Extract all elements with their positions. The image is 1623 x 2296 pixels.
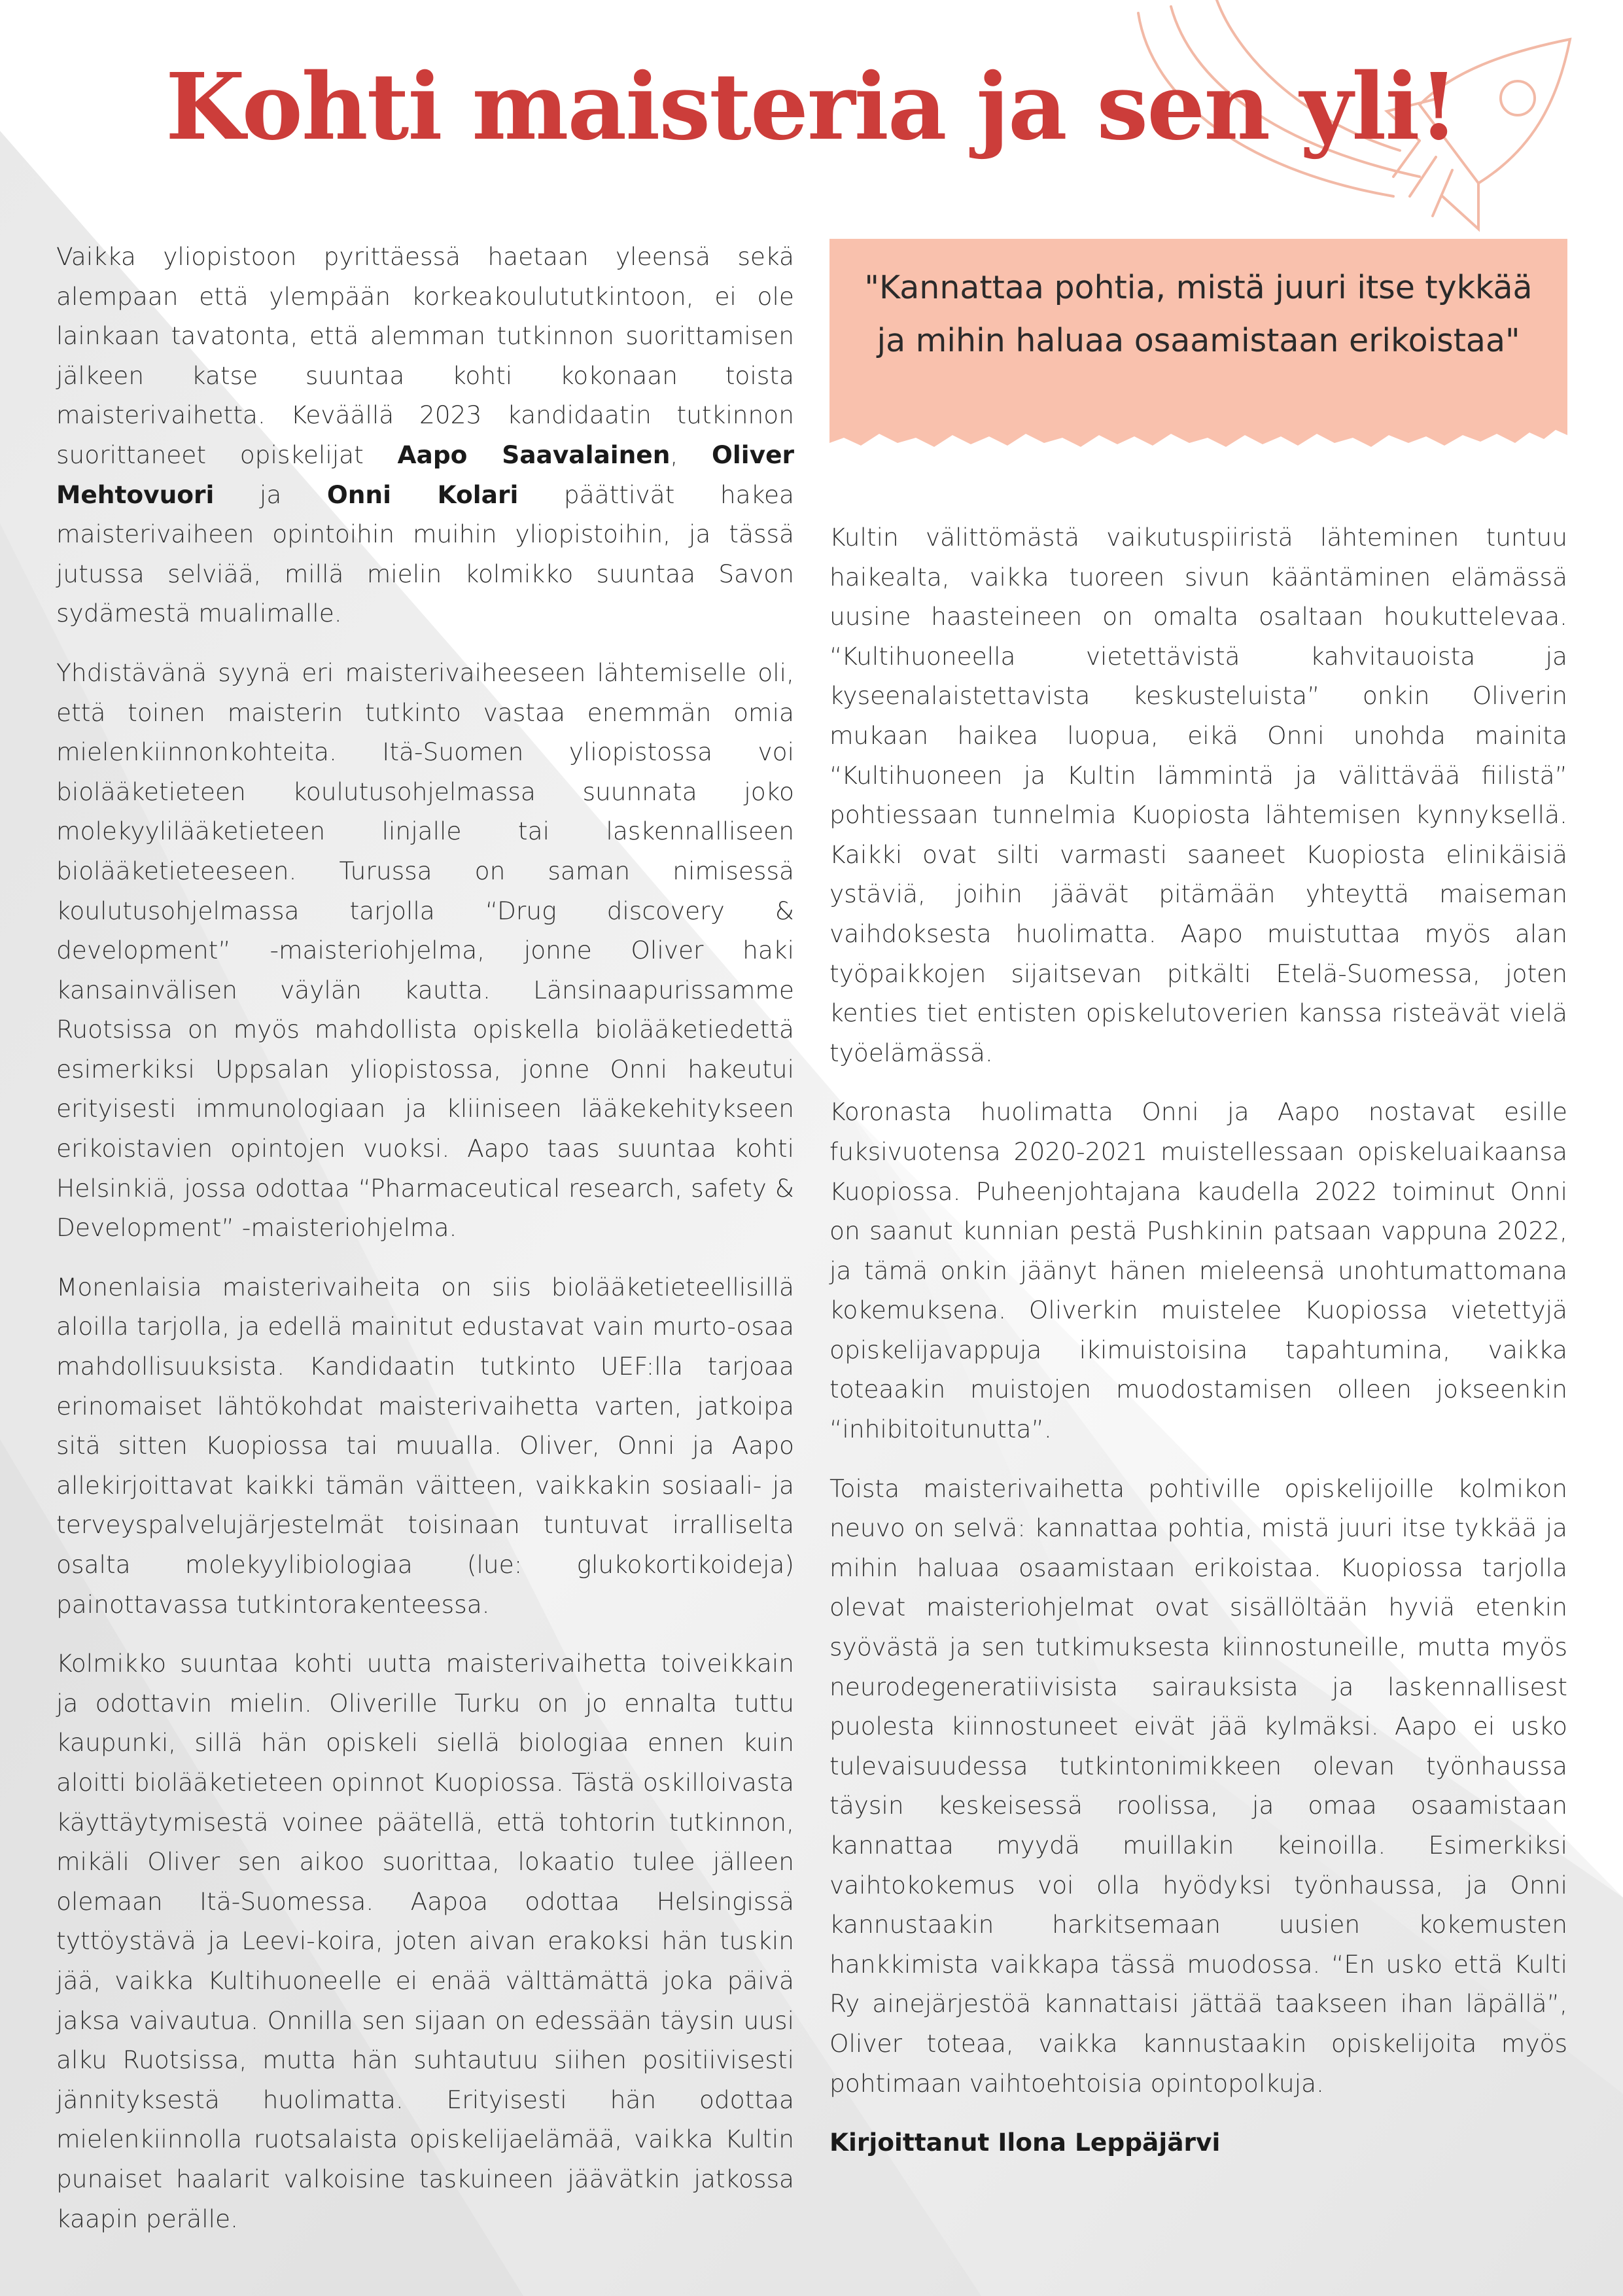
paragraph-7: Toista maisterivaihetta pohtiville opiskelijoille kolmikon neuvo on selvä: kannattaa pohtia, mistä juuri itse tykkää ja mihin haluaa osaamistaan erikoistaa. Kuopiossa tarjolla olevat maisteriohjelmat ovat sisällöltään hyviä etenkin syövästä ja sen tutkimuksesta kiinnostuneille, mutta myös neurodegeneratiivisista sairauksista ja laskennallisest puolesta kiinnostuneet eivät jää kylmäksi. Aapo ei usko tulevaisuudessa tutkintonimikkeen olevan työnhaussa täysin keskeisessä roolissa, ja omaa osaamistaan kannattaa myydä muillakin keinoilla. Esimerkiksi vaihtokokemus voi olla hyödyksi työnhaussa, ja Onni kannustaakin harkitsemaan uusien kokemusten hankkimista vaikkapa tässä muodossa. “En usko että Kulti Ry ainejärjestöä kannattaisi jättää taakseen ihan läpällä”, Oliver toteaa, vaikka kannustaakin opiskelijoita myös pohtimaan vaihtoehtoisia opintopolkuja. (829, 1474, 1567, 2098)
left-column (56, 237, 794, 2258)
intro-paragraph: Vaikka yliopistoon pyrittäessä haetaan yleensä sekä alempaan että ylempään korkeakoulututkintoon, ei ole lainkaan tavatonta, että alemman tutkinnon suorittamisen jälkeen katse suuntaa kohti kokonaan toista maisterivaihetta. Keväällä 2023 kandidaatin tutkinnon suorittaneet opiskelijat Aapo Saavalainen, Oliver Mehtovuori ja Onni Kolari päättivät hakea maisterivaiheen opintoihin muihin yliopistoihin, ja tässä jutussa selviää, millä mielin kolmikko suuntaa Savon sydämestä mualimalle. (56, 242, 795, 628)
pull-quote (829, 239, 1567, 455)
right-column (829, 239, 1567, 2182)
paragraph-6: Koronasta huolimatta Onni ja Aapo nostavat esille fuksivuotensa 2020-2021 muistellessaan opiskeluaikaansa Kuopiossa. Puheenjohtajana kaudella 2022 toiminut Onni on saanut kunnian pestä Pushkinin patsaan vappuna 2022, ja tämä onkin jäänyt hänen mieleensä unohtumattomana kokemuksena. Oliverkin muistelee Kuopiossa vietettyjä opiskelijavappuja ikimuistoisina tapahtumina, vaikka toteaakin muistojen muodostamisen olleen jokseenkin “inhibitoitunutta”. (829, 1097, 1567, 1444)
student-name-onni: Onni Kolari (326, 480, 519, 509)
author-byline: Kirjoittanut Ilona Leppäjärvi (829, 2128, 1221, 2157)
paragraph-2: Yhdistävänä syynä eri maisterivaiheeseen lähtemiselle oli, että toinen maisterin tutkinto vastaa enemmän omia mielenkiinnonkohteita. Itä-Suomen yliopistossa voi biolääketieteen koulutusohjelmassa suunnata joko molekyylilääketieteen linjalle tai laskennalliseen biolääketieteeseen. Turussa on saman nimisessä koulutusohjelmassa tarjolla “Drug discovery & development” -maisteriohjelma, jonne Oliver haki kansainvälisen väylän kautta. Länsinaapurissamme Ruotsissa on myös mahdollista opiskella biolääketiedettä esimerkiksi Uppsalan yliopistossa, jonne Onni hakeutui erityisesti immunologiaan ja kliiniseen lääkekehitykseen erikoistavien opintojen vuoksi. Aapo taas suuntaa kohti Helsinkiä, jossa odottaa “Pharmaceutical research, safety & Development” -maisteriohjelma. (56, 658, 794, 1243)
student-name-oliver: Oliver Mehtovuori (56, 440, 794, 509)
paragraph-4: Kolmikko suuntaa kohti uutta maisterivaihetta toiveikkain ja odottavin mielin. Oliverille Turku on jo ennalta tuttu kaupunki, sillä hän opiskeli siellä biologiaa ennen kuin aloitti biolääketieteen opinnot Kuopiossa. Tästä oskilloivasta käyttäytymisestä voinee päätellä, että tohtorin tutkinnon, mikäli Oliver sen aikoo suorittaa, lokaatio tulee jälleen olemaan Itä-Suomessa. Aapoa odottaa Helsingissä tyttöystävä ja Leevi-koira, joten aivan erakoksi hän tuskin jää, vaikka Kultihuoneelle ei enää välttämättä joka päivä jaksa vaivautua. Onnilla sen sijaan on edessään täysin uusi alku Ruotsissa, mutta hän suhtautuu siihen positiivisesti jännityksestä huolimatta. Erityisesti hän odottaa mielenkiinnolla ruotsalaista opiskelijaelämää, vaikka Kultin punaiset haalarit valkoisine taskuineen jäävätkin jatkossa kaapin perälle. (56, 1649, 794, 2233)
quote-text: "Kannattaa pohtia, mistä juuri itse tykkää ja mihin haluaa osaamistaan erikoistaa" (864, 269, 1533, 359)
page-title: Kohti maisteria ja sen yli! (165, 54, 1458, 161)
paragraph-3: Monenlaisia maisterivaiheita on siis biolääketieteellisillä aloilla tarjolla, ja edellä mainitut edustavat vain murto-osaa mahdollisuuksista. Kandidaatin tutkinto UEF:lla tarjoaa erinomaiset lähtökohdat maisterivaihetta varten, jatkoipa sitä sitten Kuopiossa tai muualla. Oliver, Onni ja Aapo allekirjoittavat kaikki tämän väitteen, vaikkakin sosiaali- ja terveyspalvelujärjestelmät toisinaan tuntuvat irralliselta osalta molekyylibiologiaa (lue: glukokortikoideja) painottavassa tutkintorakenteessa. (56, 1272, 794, 1619)
student-name-aapo: Aapo Saavalainen (397, 440, 671, 469)
paragraph-5: Kultin välittömästä vaikutuspiiristä lähteminen tuntuu haikealta, vaikka tuoreen sivun kääntäminen elämässä uusine haasteineen on omalta osaltaan houkuttelevaa. “Kultihuoneella vietettävistä kahvitauoista ja kyseenalaistettavista keskusteluista” onkin Oliverin mukaan haikea luopua, eikä Onni unohda mainita “Kultihuoneen ja Kultin lämmintä ja välittävää fiilistä” pohtiessaan tunnelmia Kuopiosta lähtemisen kynnyksellä. Kaikki ovat silti varmasti saaneet Kuopiosta elinikäisiä ystäviä, joihin jäävät pitämään yhteyttä maiseman vaihdoksesta huolimatta. Aapo muistuttaa myös alan työpaikkojen sijaitsevan pitkälti Etelä-Suomessa, joten kenties tiet entisten opiskelutoverien kanssa risteävät vielä työelämässä. (829, 523, 1567, 1067)
